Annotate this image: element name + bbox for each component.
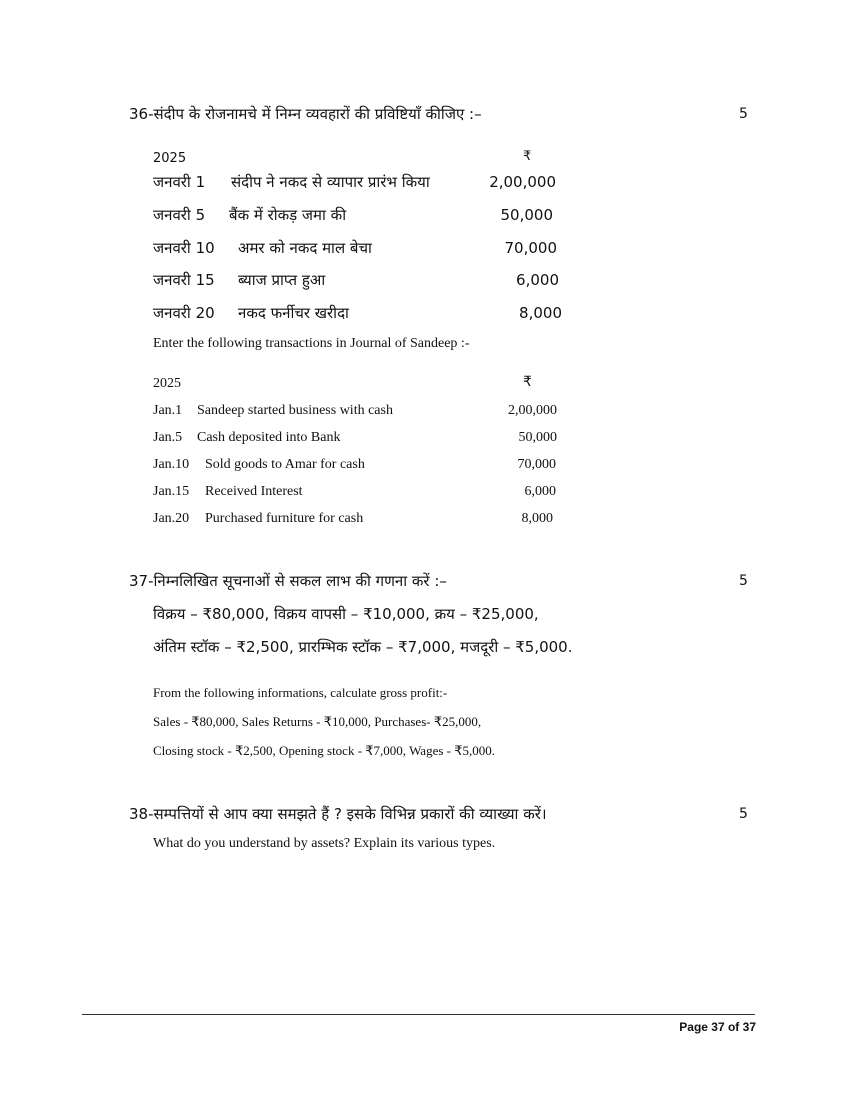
list-item [153,303,349,323]
transaction-amount: 8,000 [521,511,553,526]
q37-heading-hindi: 37-निम्नलिखित सूचनाओं से सकल लाभ की गणना करें :– [129,572,447,590]
transaction-amount: 6,000 [516,271,559,289]
transaction-amount: 8,000 [519,304,562,322]
page-number: Page 37 of 37 [679,1020,756,1034]
transaction-date: Jan.20 [153,511,190,526]
q36-marks: 5 [739,106,748,122]
q37-marks: 5 [739,573,748,589]
q36-currency-hindi: ₹ [523,149,532,164]
transaction-description: Received Interest [205,484,303,499]
list-item [153,484,303,500]
transaction-amount: 2,00,000 [489,173,556,191]
transaction-date: जनवरी 1 [153,173,206,191]
q37-data-line1-hindi: विक्रय – ₹80,000, विक्रय वापसी – ₹10,000, क्रय – ₹25,000, [153,605,539,623]
transaction-date: Jan.10 [153,457,190,472]
transaction-date: जनवरी 20 [153,304,215,322]
transaction-description: Sold goods to Amar for cash [205,457,365,472]
q37-data-line2-english: Closing stock - ₹2,500, Opening stock - ₹7,000, Wages - ₹5,000. [153,743,495,758]
q36-year-hindi: 2025 [153,151,187,166]
list-item [153,457,365,473]
transaction-amount: 50,000 [518,430,557,445]
transaction-description: बैंक में रोकड़ जमा की [229,206,347,224]
list-item [153,205,347,225]
transaction-date: Jan.1 [153,403,183,418]
list-item [153,270,326,290]
transaction-amount: 50,000 [500,206,553,224]
transaction-description: अमर को नकद माल बेचा [238,239,372,257]
q36-currency-english: ₹ [523,375,532,390]
transaction-date: जनवरी 10 [153,239,215,257]
transaction-description: Sandeep started business with cash [197,403,393,418]
q36-heading-hindi: 36-संदीप के रोजनामचे में निम्न व्यवहारों की प्रविष्टियाँ कीजिए :– [129,105,482,123]
transaction-description: Cash deposited into Bank [197,430,341,445]
list-item [153,238,372,258]
q37-data-line1-english: Sales - ₹80,000, Sales Returns - ₹10,000, Purchases- ₹25,000, [153,714,482,729]
q38-marks: 5 [739,806,748,822]
transaction-description: संदीप ने नकद से व्यापार प्रारंभ किया [231,173,430,191]
list-item [153,511,364,527]
transaction-amount: 70,000 [517,457,556,472]
transaction-date: Jan.5 [153,430,183,445]
transaction-date: जनवरी 15 [153,271,215,289]
transaction-amount: 6,000 [524,484,556,499]
q38-heading-english: What do you understand by assets? Explain its various types. [153,836,496,851]
list-item [153,430,341,446]
q37-data-line2-hindi: अंतिम स्टॉक – ₹2,500, प्रारम्भिक स्टॉक – ₹7,000, मजदूरी – ₹5,000. [153,638,573,656]
transaction-description: नकद फर्नीचर खरीदा [238,304,349,322]
q36-year-english: 2025 [153,376,181,391]
transaction-amount: 70,000 [504,239,557,257]
q38-heading-hindi: 38-सम्पत्तियों से आप क्या समझते हैं ? इसके विभिन्न प्रकारों की व्याख्या करें। [129,805,547,823]
footer-divider [82,1014,755,1015]
transaction-description: ब्याज प्राप्त हुआ [238,271,326,289]
transaction-date: जनवरी 5 [153,206,206,224]
transaction-date: Jan.15 [153,484,190,499]
transaction-amount: 2,00,000 [508,403,557,418]
q37-heading-english: From the following informations, calculate gross profit:- [153,685,448,700]
q36-heading-english: Enter the following transactions in Journal of Sandeep :- [153,336,470,351]
list-item [153,172,430,192]
transaction-description: Purchased furniture for cash [205,511,364,526]
list-item [153,403,393,419]
